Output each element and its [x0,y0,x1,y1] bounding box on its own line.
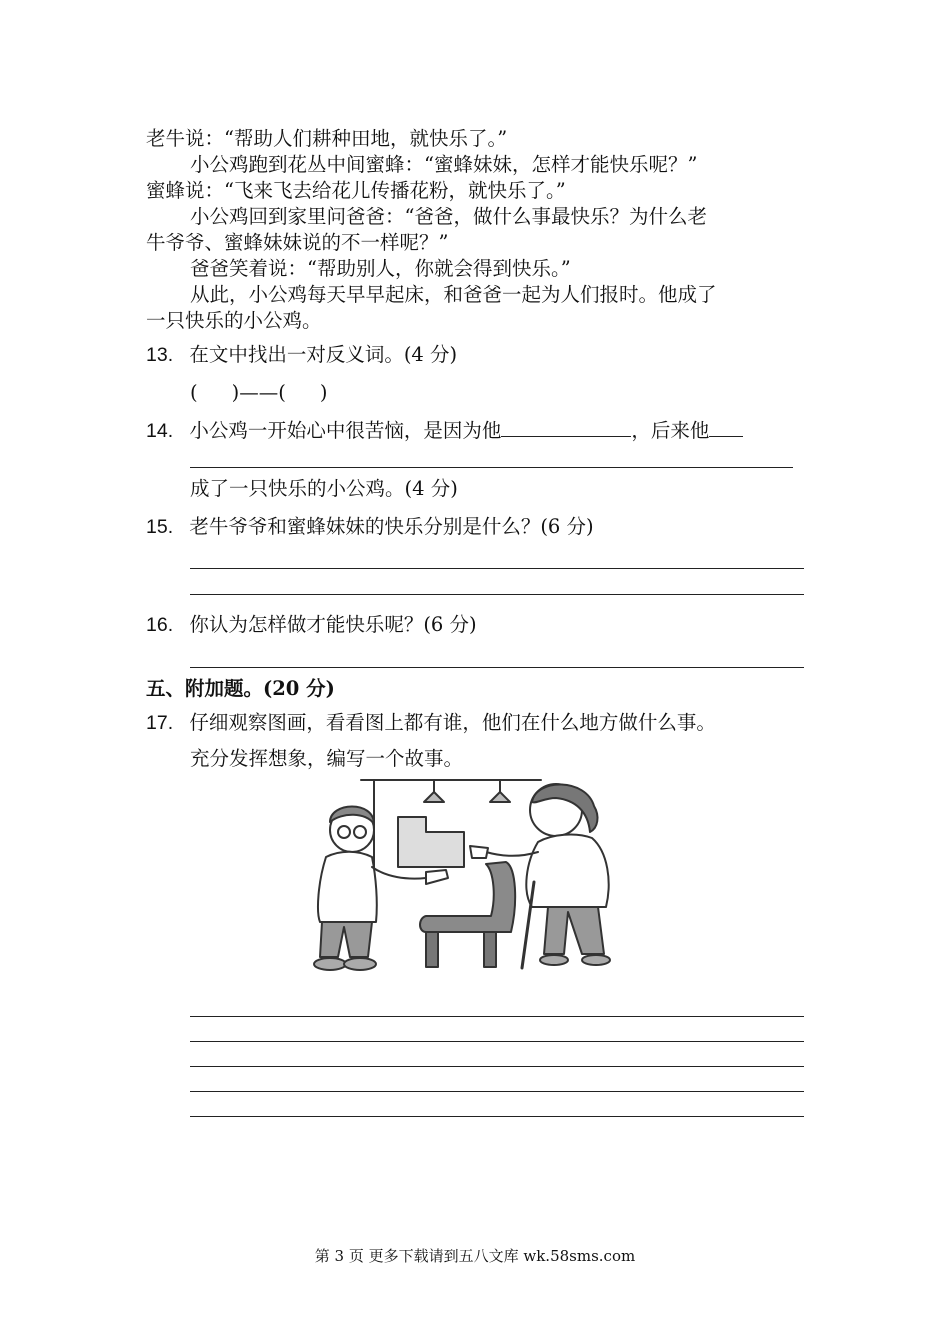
question-text-b: ，后来他 [631,419,710,442]
antonym-answer-blanks[interactable]: ( )——( ) [190,381,328,404]
boy-hand [426,870,448,884]
question-13 [146,342,457,368]
window-shape [398,817,464,867]
boy-arm [372,867,426,879]
question-number: 16. [146,614,174,636]
question-number: 15. [146,516,174,538]
story-line-4: 小公鸡回到家里问爸爸：“爸爸，做什么事最快乐？为什么老 [190,205,707,228]
answer-blank-1[interactable] [501,416,631,437]
woman-pants [544,907,604,954]
answer-line[interactable] [190,1016,804,1017]
question-text: 老牛爷爷和蜜蜂妹妹的快乐分别是什么？(6 分) [189,515,594,538]
boy-shoe-right [344,958,376,970]
question-14 [146,416,743,444]
question-17 [146,710,716,736]
question-16 [146,612,477,638]
answer-line[interactable] [190,594,804,595]
answer-line[interactable] [190,568,804,569]
answer-line[interactable] [190,1116,804,1117]
seat-leg-1 [426,932,438,967]
story-line-7: 从此，小公鸡每天早早起床，和爸爸一起为人们报时。他成了 [190,283,717,306]
answer-line[interactable] [190,1066,804,1067]
woman-shoe-right [582,955,610,965]
woman-arm [486,852,538,856]
question-text: 在文中找出一对反义词。(4 分) [189,343,458,366]
question-number: 17. [146,712,174,734]
story-line-8: 一只快乐的小公鸡。 [146,309,322,332]
woman-hand [470,846,488,858]
section-5-title: 五、附加题。(20 分) [146,677,335,700]
page-footer: 第 3 页 更多下载请到五八文库 wk.58sms.com [314,1247,636,1265]
woman-coat [526,835,608,907]
boy-offering-seat-illustration [286,772,666,977]
woman-shoe-left [540,955,568,965]
story-line-2: 小公鸡跑到花丛中间蜜蜂：“蜜蜂妹妹，怎样才能快乐呢？” [190,153,698,176]
story-line-1: 老牛说：“帮助人们耕种田地，就快乐了。” [146,127,508,150]
story-line-5: 牛爷爷、蜜蜂妹妹说的不一样呢？” [146,231,449,254]
strap-handle-2 [490,792,510,802]
question-number: 14. [146,420,174,442]
question-text: 你认为怎样做才能快乐呢？(6 分) [189,613,477,636]
boy-shoe-left [314,958,346,970]
question-14-continued: 成了一只快乐的小公鸡。(4 分) [190,477,458,500]
answer-line[interactable] [190,1041,804,1042]
answer-blank-2[interactable] [709,416,743,437]
boy-pants [320,922,372,957]
answer-line[interactable] [190,467,793,468]
question-15 [146,514,594,540]
seat-leg-2 [484,932,496,967]
story-line-3: 蜜蜂说：“飞来飞去给花儿传播花粉，就快乐了。” [146,179,566,202]
answer-line[interactable] [190,667,804,668]
strap-handle-1 [424,792,444,802]
question-number: 13. [146,344,174,366]
question-text: 仔细观察图画，看看图上都有谁，他们在什么地方做什么事。 [189,711,716,734]
question-17-line-2: 充分发挥想象，编写一个故事。 [190,747,464,770]
story-line-6: 爸爸笑着说：“帮助别人，你就会得到快乐。” [190,257,571,280]
answer-line[interactable] [190,1091,804,1092]
boy-shirt [318,852,377,922]
question-text-a: 小公鸡一开始心中很苦恼，是因为他 [189,419,502,442]
